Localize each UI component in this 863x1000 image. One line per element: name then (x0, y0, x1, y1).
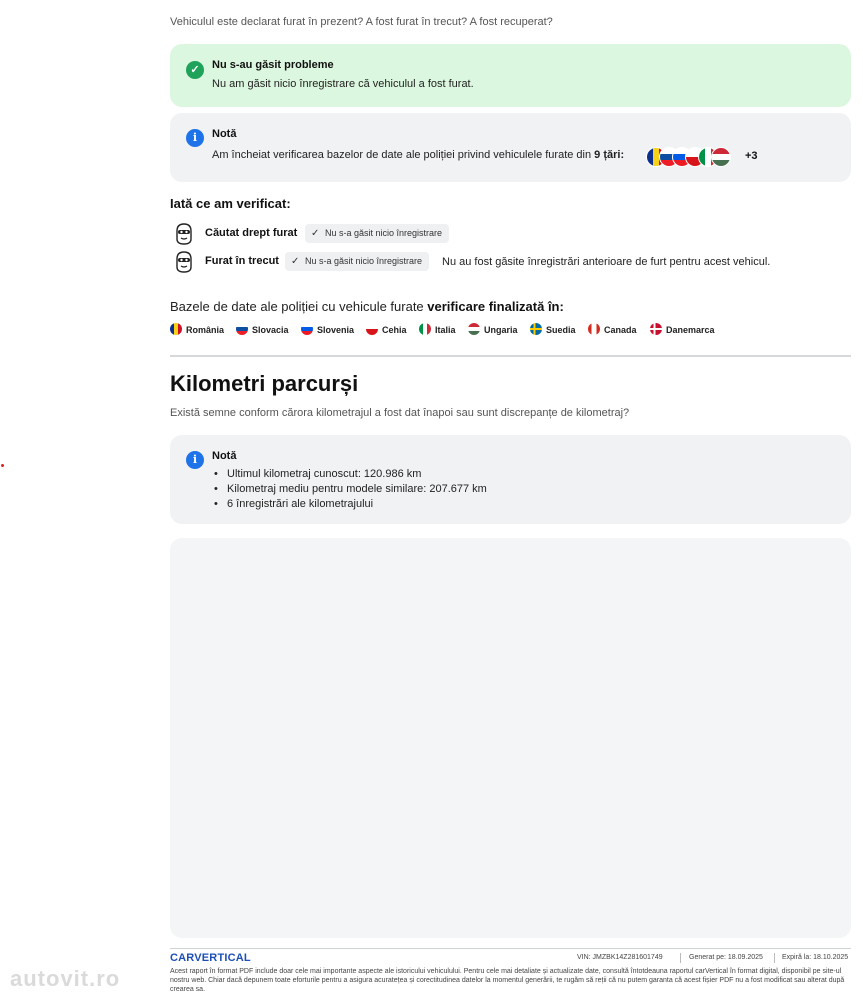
mileage-note-card (170, 435, 851, 524)
check-label: Căutat drept furat (205, 227, 298, 239)
country-item: Slovenia (301, 323, 354, 339)
checkmark-icon: ✓ (291, 256, 300, 267)
country-item: România (170, 323, 224, 339)
romania-flag-icon (170, 323, 182, 335)
hungary-flag-icon (711, 147, 731, 167)
success-card (170, 44, 851, 107)
denmark-flag-icon (650, 323, 662, 335)
mileage-bullet-list (227, 468, 487, 513)
country-item: Canada (588, 323, 637, 339)
carvertical-logo: CARVERTICAL (170, 952, 251, 964)
check-circle-icon: ✓ (186, 61, 204, 79)
info-icon: i (186, 451, 204, 469)
countries-note-card (170, 113, 851, 182)
footer-separator (774, 953, 775, 963)
section-divider (170, 355, 851, 357)
checkmark-icon: ✓ (311, 228, 320, 239)
status-badge: ✓ Nu s-a găsit nicio înregistrare (305, 224, 449, 243)
theft-question: Vehiculul este declarat furat în prezent? A fost furat în trecut? A fost recuperat? (170, 16, 553, 28)
country-item: Cehia (366, 323, 407, 339)
success-title: Nu s-au găsit probleme (212, 59, 334, 71)
footer-divider (170, 948, 851, 949)
country-item: Suedia (530, 323, 576, 339)
sweden-flag-icon (530, 323, 542, 335)
list-item: • 6 înregistrări ale kilometrajului (227, 498, 487, 513)
slovakia-flag-icon (236, 323, 248, 335)
section-subtitle: Există semne conform cărora kilometrajul a fost dat înapoi sau sunt discrepanțe de kilometraj? (170, 407, 630, 419)
success-text: Nu am găsit nicio înregistrare că vehiculul a fost furat. (212, 78, 474, 90)
watermark: autovit.ro (10, 966, 121, 991)
country-item: Danemarca (650, 323, 715, 339)
country-item: Slovacia (236, 323, 289, 339)
margin-mark (1, 464, 4, 467)
hungary-flag-icon (468, 323, 480, 335)
more-countries-count: +3 (745, 150, 758, 162)
footer-vin: VIN: JMZBK14Z281601749 (577, 954, 663, 961)
country-list (170, 323, 851, 339)
country-item: Ungaria (468, 323, 518, 339)
section-title: Kilometri parcurși (170, 371, 359, 396)
check-label: Furat în trecut (205, 255, 279, 267)
status-badge: ✓ Nu s-a găsit nicio înregistrare (285, 252, 429, 271)
check-row-stolen (174, 222, 854, 246)
check-note: Nu au fost găsite înregistrări anterioare de furt pentru acest vehicul. (442, 256, 771, 268)
list-item: • Ultimul kilometraj cunoscut: 120.986 km (227, 468, 487, 483)
note-title: Notă (212, 450, 237, 462)
slovenia-flag-icon (301, 323, 313, 335)
italy-flag-icon (419, 323, 431, 335)
check-row-past-theft (174, 250, 854, 274)
czech-flag-icon (366, 323, 378, 335)
checked-heading: Iată ce am verificat: (170, 196, 291, 211)
thief-mask-icon (174, 250, 194, 274)
country-flags-stack (646, 147, 738, 167)
note-title: Notă (212, 128, 237, 140)
list-item: • Kilometraj mediu pentru modele similare: 207.677 km (227, 483, 487, 498)
country-item: Italia (419, 323, 456, 339)
note-text: Am încheiat verificarea bazelor de date ale poliției privind vehiculele furate din 9 țări: (212, 149, 625, 161)
info-icon: i (186, 129, 204, 147)
canada-flag-icon (588, 323, 600, 335)
mileage-chart-placeholder (170, 538, 851, 938)
footer-expires: Expiră la: 18.10.2025 (782, 954, 849, 961)
footer-separator (680, 953, 681, 963)
footer-generated: Generat pe: 18.09.2025 (689, 954, 763, 961)
database-heading: Bazele de date ale poliției cu vehicule furate verificare finalizată în: (170, 299, 564, 314)
footer-disclaimer: Acest raport în format PDF include doar cele mai importante aspecte ale istoricului vehiculului. Pentru cele mai detaliate și actualizate date, consultă întotdeauna raportul carVertical în format digital, disponibil pe site-ul nostru web. Chiar dacă depunem toate eforturile pentru a asigura acuratețea și corectitudinea datelor la momentul generării, te rugăm să reții că nu putem garanta că acest fișier PDF nu a fost modificat sau alterat după crearea sa. (170, 968, 845, 993)
thief-mask-icon (174, 222, 194, 246)
